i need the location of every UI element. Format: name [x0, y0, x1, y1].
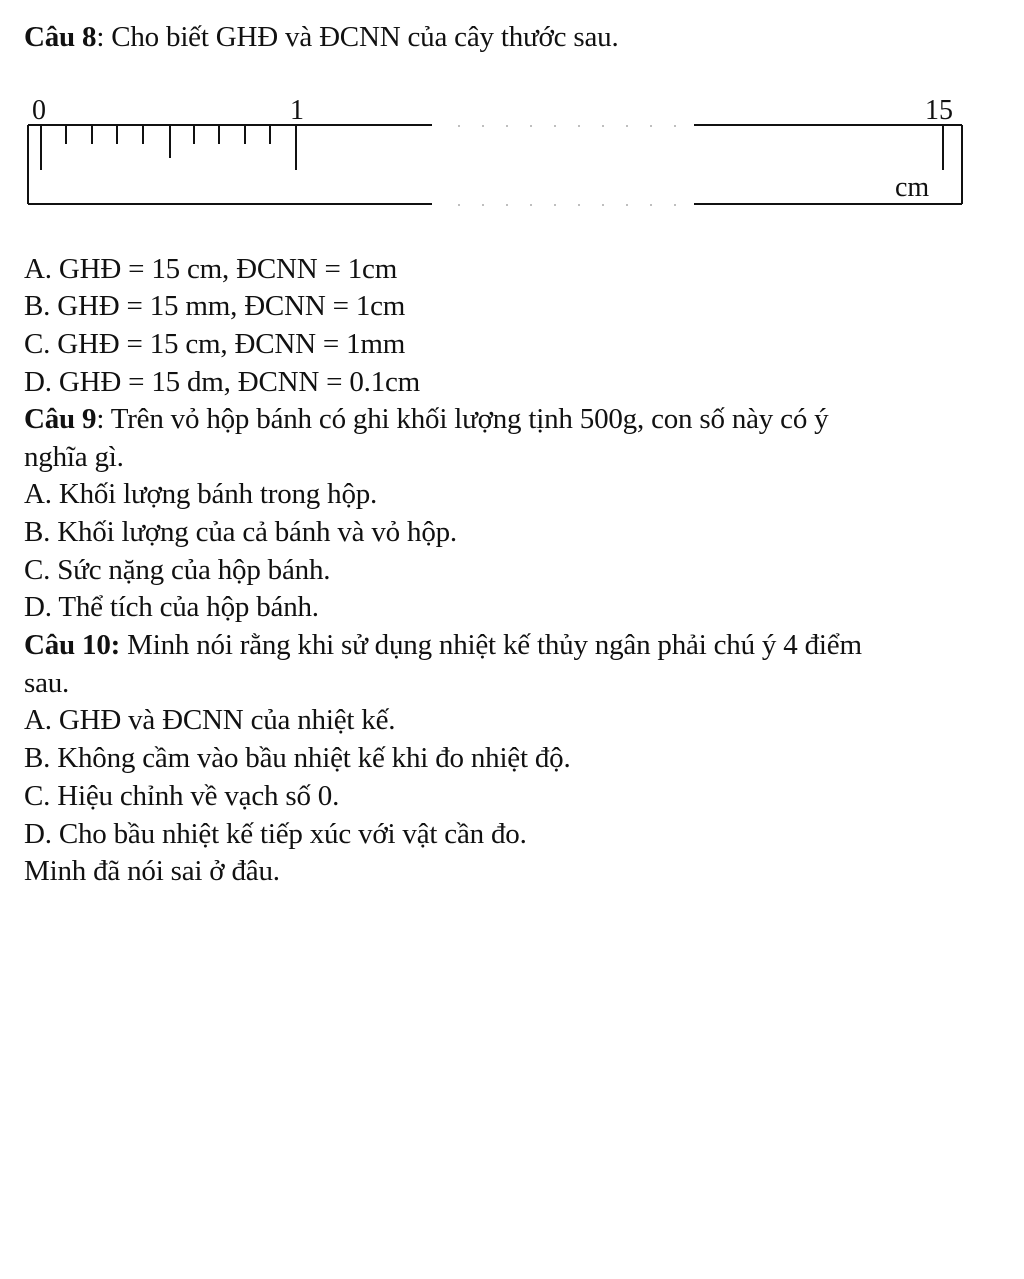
question-9-option-a: A. Khối lượng bánh trong hộp. [24, 478, 378, 510]
question-10-option-b: B. Không cầm vào bầu nhiệt kế khi đo nhiệt độ. [24, 742, 571, 774]
ruler-figure [0, 88, 1024, 218]
ruler-label-0: 0 [32, 95, 46, 126]
question-9-text: : Trên vỏ hộp bánh có ghi khối lượng tịnh 500g, con số này có ý [96, 403, 829, 435]
question-10-stem-line-1 [24, 628, 862, 662]
ruler-label-1: 1 [290, 95, 304, 126]
question-10-label: Câu 10: [24, 629, 121, 661]
question-8-option-d: D. GHĐ = 15 dm, ĐCNN = 0.1cm [24, 366, 421, 398]
ruler-label-15: 15 [925, 95, 953, 126]
question-9-option-d: D. Thể tích của hộp bánh. [24, 591, 319, 623]
question-9-label: Câu 9 [24, 403, 97, 435]
question-8-option-b: B. GHĐ = 15 mm, ĐCNN = 1cm [24, 290, 406, 322]
question-8-option-c: C. GHĐ = 15 cm, ĐCNN = 1mm [24, 328, 406, 360]
question-8-text: : Cho biết GHĐ và ĐCNN của cây thước sau. [96, 21, 619, 53]
question-9-stem-line-2: nghĩa gì. [24, 441, 124, 473]
ruler-drawing [0, 88, 1024, 218]
question-10-closing: Minh đã nói sai ở đâu. [24, 855, 280, 887]
question-9-option-b: B. Khối lượng của cả bánh và vỏ hộp. [24, 516, 457, 548]
question-8-label: Câu 8 [24, 21, 97, 53]
question-10-option-d: D. Cho bầu nhiệt kế tiếp xúc với vật cần đo. [24, 818, 527, 850]
question-8-stem [24, 20, 619, 54]
question-10-text: Minh nói rằng khi sử dụng nhiệt kế thủy ngân phải chú ý 4 điểm [120, 629, 862, 661]
question-10-option-a: A. GHĐ và ĐCNN của nhiệt kế. [24, 704, 396, 736]
question-10-option-c: C. Hiệu chỉnh về vạch số 0. [24, 780, 340, 812]
ruler-unit-label: cm [895, 172, 930, 203]
question-10-stem-line-2: sau. [24, 667, 70, 699]
question-8-option-a: A. GHĐ = 15 cm, ĐCNN = 1cm [24, 253, 398, 285]
question-9-stem-line-1 [24, 402, 828, 436]
question-9-option-c: C. Sức nặng của hộp bánh. [24, 554, 331, 586]
